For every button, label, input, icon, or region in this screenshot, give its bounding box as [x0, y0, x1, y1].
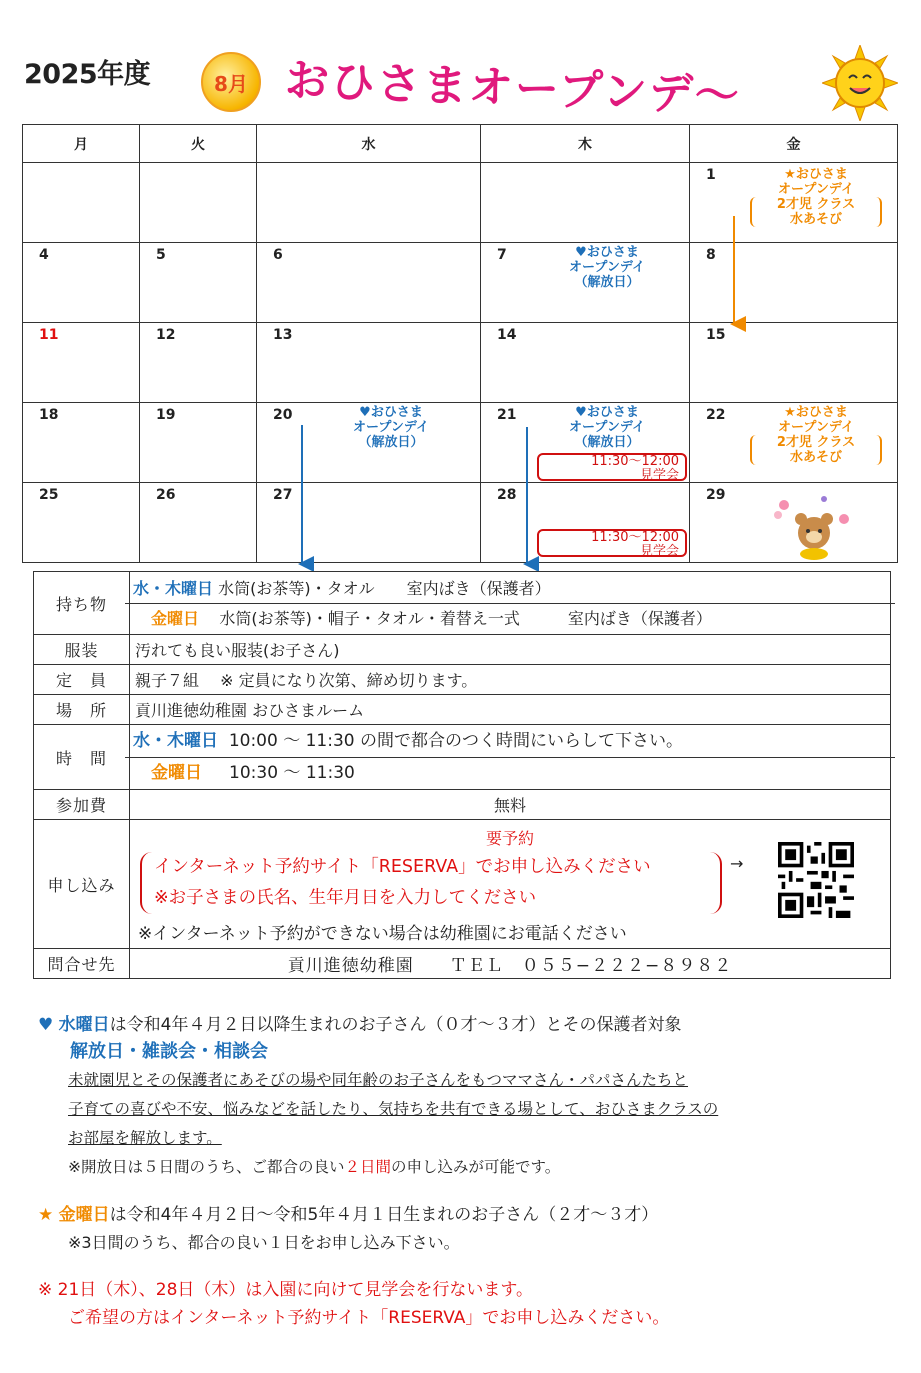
month-badge — [201, 52, 261, 112]
note-visit-line2: ご希望の方はインターネット予約サイト「RESERVA」でお申し込みください。 — [68, 1308, 670, 1328]
day-number: 27 — [273, 487, 293, 503]
time-label: 時 間 — [34, 725, 130, 790]
day-cell-28 — [481, 483, 690, 563]
event-open-day — [321, 405, 461, 450]
event-line: ★おひさま — [784, 167, 848, 182]
event-line: 水あそび — [789, 212, 842, 227]
weekday-wed: 水 — [257, 125, 481, 163]
weekday-tue: 火 — [140, 125, 257, 163]
arrow-right-icon: → — [730, 854, 744, 873]
day-number: 18 — [39, 407, 59, 423]
day-cell-20 — [257, 403, 481, 483]
day-number: 5 — [156, 247, 166, 263]
weekday-fri: 金 — [690, 125, 898, 163]
event-line: 2才児 クラス — [776, 197, 856, 212]
event-open-day — [537, 405, 677, 450]
note-wed-limit — [68, 1155, 560, 1177]
event-line: 2才児 クラス — [776, 435, 856, 450]
note-fri-text: は令和4年４月２日〜令和5年４月１日生まれのお子さん（２才〜３才） — [109, 1205, 659, 1225]
day-cell-22 — [690, 403, 898, 483]
event-line: ★おひさま — [784, 405, 848, 420]
note-wed-title: 解放日・雑談会・相談会 — [70, 1041, 268, 1062]
apply-line1: インターネット予約サイト「RESERVA」でお申し込みください — [154, 857, 651, 877]
apply-label: 申し込み — [34, 820, 130, 949]
place-label: 場 所 — [34, 695, 130, 725]
belongings-fri-day: 金曜日 — [151, 608, 200, 628]
day-cell-7 — [481, 243, 690, 323]
visit-label: 見学会 — [639, 544, 679, 559]
page-title: おひさまオープンデ〜 — [284, 55, 742, 122]
event-line: ♥おひさま — [575, 405, 639, 420]
visit-label: 見学会 — [639, 468, 679, 483]
star-icon: ★ — [38, 1205, 54, 1225]
note-wed — [38, 1010, 681, 1035]
note-wed-desc1: 未就園児とその保護者にあそびの場や同年齢のお子さんをもつママさん・パパさんたちと — [68, 1071, 689, 1089]
time-fri-value: 10:30 〜 11:30 — [229, 762, 355, 783]
note-fri-limit: ※3日間のうち、都合の良い１日をお申し込み下さい。 — [68, 1233, 460, 1252]
apply-line3: ※インターネット予約ができない場合は幼稚園にお電話ください — [138, 924, 627, 944]
belongings-wt-day: 水・木曜日 — [133, 578, 214, 598]
note-fri-day: 金曜日 — [58, 1205, 110, 1225]
belongings-label: 持ち物 — [34, 572, 130, 635]
note-text: の申し込みが可能です。 — [391, 1158, 561, 1176]
time-wt-day: 水・木曜日 — [133, 730, 218, 751]
visit-time: 11:30〜12:00 — [591, 454, 679, 469]
day-number: 25 — [39, 487, 59, 503]
contact-label: 問合せ先 — [34, 949, 130, 979]
day-number-holiday: 11 — [39, 327, 59, 343]
place-value: 貢川進徳幼稚園 おひさまルーム — [130, 695, 891, 725]
note-wed-desc2: 子育ての喜びや不安、悩みなどを話したり、気持ちを共有できる場として、おひさまクラスの — [68, 1100, 719, 1118]
day-number: 13 — [273, 327, 293, 343]
fiscal-year: 2025年度 — [24, 59, 151, 90]
calendar — [22, 124, 897, 564]
day-number: 14 — [497, 327, 517, 343]
note-wed-text: は令和4年４月２日以降生まれのお子さん（０才〜３才）とその保護者対象 — [109, 1015, 682, 1035]
visit-time: 11:30〜12:00 — [591, 530, 679, 545]
day-number: 15 — [706, 327, 726, 343]
day-number: 19 — [156, 407, 176, 423]
day-number: 6 — [273, 247, 283, 263]
qr-code-icon[interactable] — [778, 842, 854, 918]
day-number: 12 — [156, 327, 176, 343]
day-cell — [257, 163, 481, 243]
visit-event-box — [537, 529, 687, 557]
event-line: ♥おひさま — [575, 245, 639, 260]
note-wed-desc3: お部屋を解放します。 — [68, 1129, 222, 1147]
capacity-value: 親子７組 ※ 定員になり次第、締め切ります。 — [130, 665, 891, 695]
contact-value: 貢川進徳幼稚園 ＴＥＬ ０５５−２２２−８９８２ — [130, 949, 891, 979]
apply-line2: ※お子さまの氏名、生年月日を入力してください — [154, 888, 537, 908]
event-line: （解放日） — [574, 435, 640, 450]
event-line: 水あそび — [789, 450, 842, 465]
day-number: 1 — [706, 167, 716, 183]
day-cell-1 — [690, 163, 898, 243]
fee-label: 参加費 — [34, 790, 130, 820]
clothing-value: 汚れても良い服装(お子さん) — [130, 635, 891, 665]
day-number: 28 — [497, 487, 517, 503]
event-open-day — [537, 245, 677, 290]
capacity-label: 定 員 — [34, 665, 130, 695]
time-wt-value: 10:00 〜 11:30 の間で都合のつく時間にいらして下さい。 — [228, 730, 684, 751]
event-line: オープンデイ — [778, 182, 854, 197]
belongings-fri-items: 水筒(お茶等)・帽子・タオル・着替え一式 室内ばき（保護者） — [219, 608, 712, 628]
note-fri — [38, 1200, 658, 1225]
event-open-day-2yo — [746, 167, 886, 227]
day-number: 4 — [39, 247, 49, 263]
note-highlight: ２日間 — [344, 1158, 392, 1176]
month-badge-text: 8月 — [214, 71, 248, 96]
info-table — [33, 571, 891, 979]
event-line: オープンデイ — [569, 260, 645, 275]
belongings-wt-items: 水筒(お茶等)・タオル 室内ばき（保護者） — [218, 578, 551, 598]
note-text: ※開放日は５日間のうち、ご都合の良い — [68, 1158, 345, 1176]
event-line: オープンデイ — [353, 420, 429, 435]
event-line: オープンデイ — [569, 420, 645, 435]
day-cell-29 — [690, 483, 898, 563]
heart-icon: ♥ — [38, 1015, 54, 1035]
note-wed-day: 水曜日 — [58, 1015, 110, 1035]
note-visit-line1: ※ 21日（木）、28日（木）は入園に向けて見学会を行ないます。 — [38, 1280, 534, 1300]
day-cell — [23, 163, 140, 243]
day-number: 20 — [273, 407, 293, 423]
clothing-label: 服装 — [34, 635, 130, 665]
day-number: 29 — [706, 487, 726, 503]
weekday-mon: 月 — [23, 125, 140, 163]
apply-required: 要予約 — [485, 829, 534, 848]
day-number: 21 — [497, 407, 517, 423]
visit-event-box — [537, 453, 687, 481]
event-line: （解放日） — [574, 275, 640, 290]
day-number: 22 — [706, 407, 726, 423]
fee-value: 無料 — [130, 790, 891, 820]
day-number: 26 — [156, 487, 176, 503]
event-line: ♥おひさま — [359, 405, 423, 420]
event-line: オープンデイ — [778, 420, 854, 435]
event-open-day-2yo — [746, 405, 886, 465]
day-number: 8 — [706, 247, 716, 263]
apply-instructions — [140, 852, 722, 914]
time-fri-day: 金曜日 — [151, 762, 202, 783]
day-number: 7 — [497, 247, 507, 263]
bear-illustration-icon — [770, 491, 860, 561]
day-cell — [140, 163, 257, 243]
event-line: （解放日） — [358, 435, 424, 450]
sun-icon — [822, 45, 898, 121]
day-cell-21 — [481, 403, 690, 483]
day-cell — [481, 163, 690, 243]
weekday-thu: 木 — [481, 125, 690, 163]
